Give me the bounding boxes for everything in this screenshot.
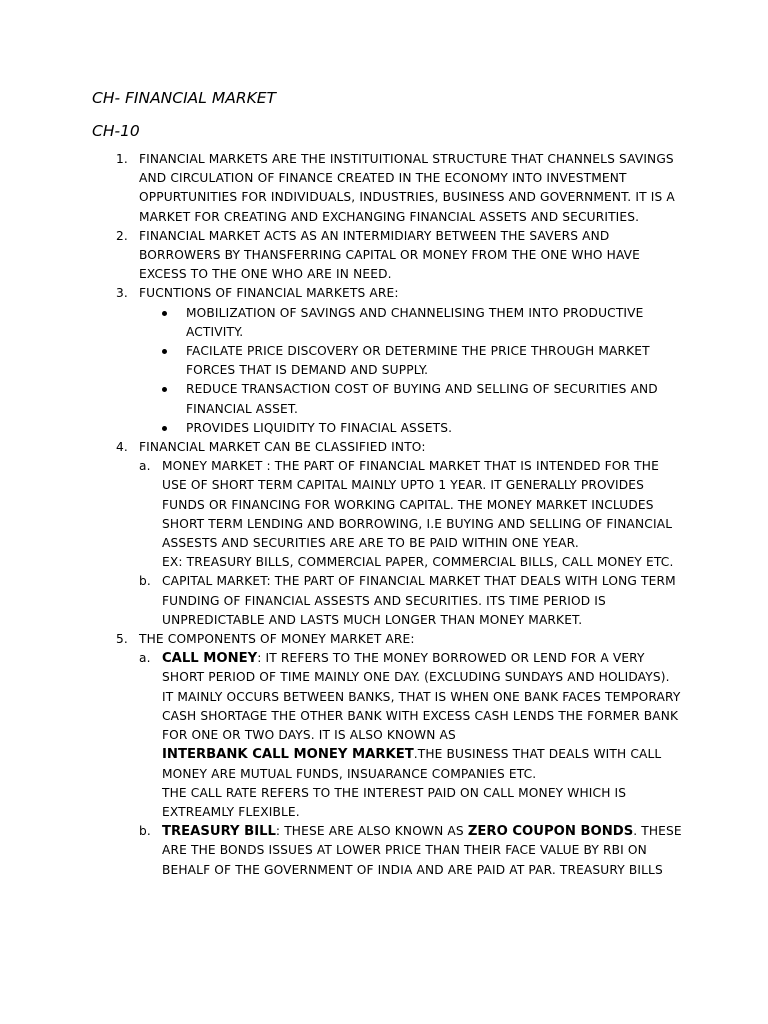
bullet-icon	[162, 426, 167, 431]
sub-item-letter: b.	[139, 824, 151, 839]
sub-item-text: CAPITAL MARKET: THE PART OF FINANCIAL MARKET THAT DEALS WITH LONG TERM FUNDING OF FINANCIAL ASSESTS AND SECURITIES. ITS TIME PERIOD IS UNPREDICTABLE AND LASTS MUCH LONGER THAN MONEY MARKET.	[162, 574, 676, 627]
sub-item-letter: b.	[139, 574, 151, 589]
term-call-money: CALL MONEY	[162, 651, 258, 667]
list-number: 5.	[116, 632, 128, 647]
list-item-text: FINANCIAL MARKET ACTS AS AN INTERMIDIARY BETWEEN THE SAVERS AND BORROWERS BY THANSFERRING CAPITAL OR MONEY FROM THE ONE WHO HAVE EXCESS TO THE ONE WHO ARE IN NEED.	[139, 228, 641, 282]
sub-item-treasury-bill	[0, 822, 684, 880]
list-item-text: FINANCIAL MARKET CAN BE CLASSIFIED INTO:	[139, 440, 426, 455]
list-number: 1.	[116, 152, 128, 166]
bullet-item-1	[0, 304, 684, 342]
bullet-icon	[162, 349, 167, 354]
bullet-text: PROVIDES LIQUIDITY TO FINACIAL ASSETS.	[186, 420, 453, 435]
bullet-text: FACILATE PRICE DISCOVERY OR DETERMINE THE PRICE THROUGH MARKET FORCES THAT IS DEMAND AND SUPPLY.	[186, 344, 650, 378]
sub-item-text	[162, 649, 684, 783]
bullet-item-4	[0, 419, 684, 438]
list-number: 3.	[116, 286, 128, 301]
sub-item-text	[162, 822, 684, 880]
list-number: 4.	[116, 440, 128, 455]
list-item-text: FINANCIAL MARKETS ARE THE INSTITUITIONAL STRUCTURE THAT CHANNELS SAVINGS AND CIRCULATION OF FINANCE CREATED IN THE ECONOMY INTO INVESTMENT OPPURTUNITIES FOR INDIVIDUALS, INDUSTRIES, BUSINESS AND GOVERNMENT. IT IS A MARKET FOR CREATING AND EXCHANGING FINANCIAL ASSETS AND SECURITIES.	[139, 152, 675, 224]
bullet-item-2	[0, 342, 684, 380]
list-item-text: THE COMPONENTS OF MONEY MARKET ARE:	[139, 632, 415, 647]
bullet-icon	[162, 387, 167, 392]
bullet-text: REDUCE TRANSACTION COST OF BUYING AND SELLING OF SECURITIES AND FINANCIAL ASSET.	[186, 382, 658, 416]
call-money-description-cont: .THE BUSINESS THAT DEALS WITH CALL MONEY ARE MUTUAL FUNDS, INSUARANCE COMPANIES ETC.	[162, 747, 662, 781]
list-item-5	[0, 630, 684, 649]
chapter-number: CH-10	[92, 122, 140, 140]
document-title: CH- FINANCIAL MARKET	[92, 89, 277, 107]
sub-item-call-money	[0, 649, 684, 822]
sub-item-letter: a.	[139, 459, 151, 474]
bullet-text: MOBILIZATION OF SAVINGS AND CHANNELISING THEM INTO PRODUCTIVE ACTIVITY.	[186, 305, 644, 339]
list-item-text: FUCNTIONS OF FINANCIAL MARKETS ARE:	[139, 286, 399, 301]
term-zero-coupon-bonds: ZERO COUPON BONDS	[467, 824, 634, 840]
treasury-bill-description: : THESE ARE ALSO KNOWN AS	[275, 824, 464, 839]
sub-item-money-market	[0, 457, 684, 572]
term-treasury-bill: TREASURY BILL	[162, 824, 276, 840]
term-interbank-call-money-market: INTERBANK CALL MONEY MARKET	[162, 747, 414, 763]
sub-item-text: MONEY MARKET : THE PART OF FINANCIAL MARKET THAT IS INTENDED FOR THE USE OF SHORT TERM CAPITAL MAINLY UPTO 1 YEAR. IT GENERALLY PROVIDES FUNDS OR FINANCING FOR WORKING CAPITAL. THE MONEY MARKET INCLUDES SHORT TERM LENDING AND BORROWING, I.E BUYING AND SELLING OF FINANCIAL ASSESTS AND SECURITIES ARE ARE TO BE PAID WITHIN ONE YEAR.	[162, 459, 673, 551]
list-item-1	[0, 150, 684, 227]
list-item-3	[0, 284, 684, 303]
call-rate-text: THE CALL RATE REFERS TO THE INTEREST PAID ON CALL MONEY WHICH IS EXTREAMLY FLEXIBLE.	[162, 785, 627, 819]
bullet-icon	[162, 311, 167, 316]
list-item-4	[0, 438, 684, 457]
list-item-2	[0, 227, 684, 285]
bullet-item-3	[0, 380, 684, 418]
treasury-bill-description-cont: . THESE ARE THE BONDS ISSUES AT LOWER PRICE THAN THEIR FACE VALUE BY RBI ON BEHALF OF THE GOVERNMENT OF INDIA AND ARE PAID AT PAR. TREASURY BILLS	[162, 824, 682, 877]
sub-item-letter: a.	[139, 651, 151, 666]
sub-item-example: EX: TREASURY BILLS, COMMERCIAL PAPER, COMMERCIAL BILLS, CALL MONEY ETC.	[162, 555, 674, 570]
sub-item-capital-market	[0, 572, 684, 630]
list-number: 2.	[116, 228, 128, 243]
document-body	[0, 150, 768, 880]
call-money-description: : IT REFERS TO THE MONEY BORROWED OR LEND FOR A VERY SHORT PERIOD OF TIME MAINLY ONE DAY. (EXCLUDING SUNDAYS AND HOLIDAYS). IT MAINLY OCCURS BETWEEN BANKS, THAT IS WHEN ONE BANK FACES TEMPORARY CASH SHORTAGE THE OTHER BANK WITH EXCESS CASH LENDS THE FORMER BANK FOR ONE OR TWO DAYS. IT IS ALSO KNOWN AS	[162, 651, 681, 743]
